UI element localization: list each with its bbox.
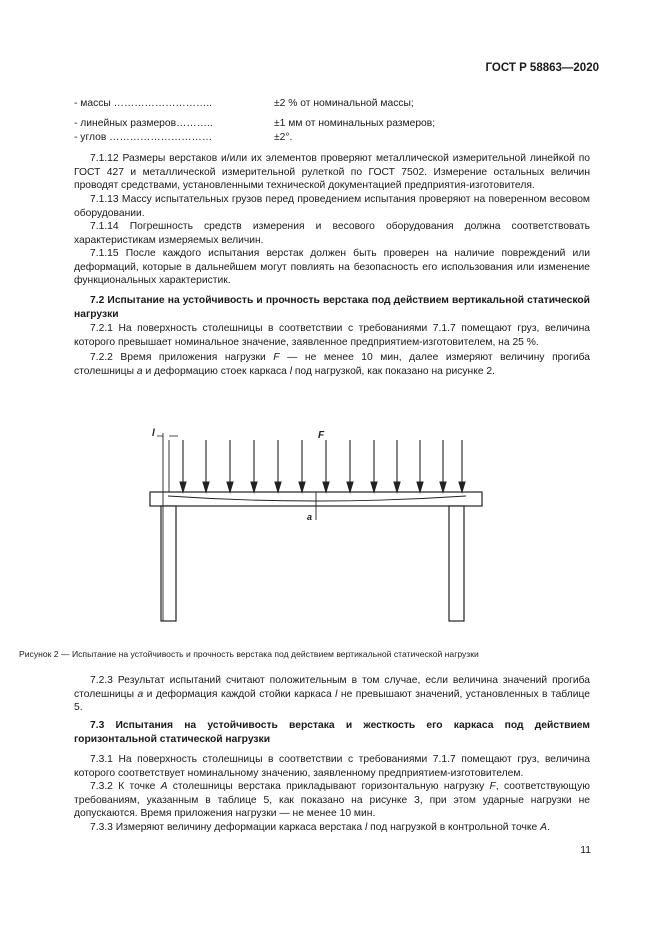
symbol-l: l (335, 688, 338, 700)
text-run: под нагрузкой, как показано на рисунке 2. (292, 365, 495, 377)
section-heading-7-3: 7.3 Испытания на устойчивость верстака и жесткость его каркаса под действием горизонтальной статической нагрузки (74, 720, 590, 745)
figure-caption: Рисунок 2 — Испытание на устойчивость и прочность верстака под действием вертикальной статической нагрузки (19, 649, 479, 659)
symbol-F: F (273, 352, 280, 363)
text-run: 7.2.3 Результат испытаний считают положительным в том случае, если величина значений прогиба столешницы (74, 675, 590, 700)
paragraph-7-1-14: 7.1.14 Погрешность средств измерения и весового оборудования должна соответствовать характеристикам измеряемых величин. (74, 221, 590, 246)
paragraph-7-1-12: 7.1.12 Размеры верстаков и/или их элементов проверяют металлической измерительной линейкой по ГОСТ 427 и металлической измерительной рулеткой по ГОСТ 7502. Измерение остальных величин проводят средствами, установленными технической документацией предприятия-изготовителя. (74, 153, 590, 192)
paragraph-7-3-1: 7.3.1 На поверхность столешницы в соответствии с требованиями 7.1.7 помещают груз, величина которого соответствует номинальному значению, заявленному предприятием-изготовителем. (74, 754, 590, 779)
paragraph-7-3-2 (74, 780, 590, 821)
symbol-A: A (540, 822, 547, 833)
symbol-l: l (289, 365, 292, 377)
load-arrows (180, 440, 465, 492)
paragraph-7-2-3 (74, 674, 590, 715)
paragraph-7-3-3 (74, 821, 590, 835)
symbol-a: a (136, 365, 143, 377)
label-F: F (318, 430, 325, 441)
paragraph-7-1-15: 7.1.15 После каждого испытания верстак должен быть проверен на наличие повреждений или деформаций, которые в дальнейшем могут повлиять на безопасность его использования или изменение функциональных характеристик. (74, 248, 590, 287)
symbol-a: a (137, 688, 144, 700)
text-run: 7.3.2 К точке (90, 781, 161, 792)
text-run: и деформацию стоек каркаса (142, 365, 290, 377)
tolerance-value: ±2°. (274, 132, 293, 143)
document-header: ГОСТ Р 58863—2020 (485, 62, 599, 74)
text-run: и деформация каждой стойки каркаса (143, 688, 336, 700)
right-leg (449, 506, 464, 621)
text-run: . (546, 822, 550, 833)
symbol-l: l (364, 822, 368, 833)
text-run: 7.3.3 Измеряют величину деформации каркаса верстака (90, 822, 365, 833)
section-heading-7-2: 7.2 Испытание на устойчивость и прочность верстака под действием вертикальной статической нагрузки (74, 295, 590, 320)
tolerance-label: - углов ………………………… (74, 132, 213, 143)
text-run: столешницы верстака прикладывают горизонтальную нагрузку (167, 781, 490, 792)
page-number: 11 (580, 845, 591, 856)
paragraph-7-1-13: 7.1.13 Массу испытательных грузов перед проведением испытания проверяют на поверенном весовом оборудовании. (74, 194, 590, 219)
tolerance-label: - линейных размеров……….. (74, 118, 213, 129)
symbol-A: A (160, 781, 168, 792)
paragraph-7-2-1: 7.2.1 На поверхность столешницы в соответствии с требованиями 7.1.7 помещают груз, величина которого превышает номинальное значение, заявленное предприятием-изготовителем, на 25 %. (74, 323, 590, 348)
text-run: , соответствующую требованиям, указанным в таблице 5, как показано на рисунке 3, при этом ударные нагрузки не допускаются. Время приложения нагрузки — не менее 10 мин. (74, 781, 590, 820)
tolerance-value: ±1 мм от номинальных размеров; (274, 118, 436, 129)
symbol-F: F (489, 781, 496, 792)
text-run: не превышают значений, установленных в таблице 5. (74, 688, 590, 714)
tolerance-label: - массы ……………………….. (74, 98, 213, 109)
text-run: 7.2.2 Время приложения нагрузки (90, 352, 274, 363)
text-run: под нагрузкой в контрольной точке (367, 822, 541, 833)
tolerance-value: ±2 % от номинальной массы; (274, 98, 414, 109)
label-l: l (152, 428, 155, 439)
label-a: a (307, 512, 313, 522)
text-run: — не менее 10 мин, далее измеряют величину прогиба столешницы (74, 352, 590, 377)
